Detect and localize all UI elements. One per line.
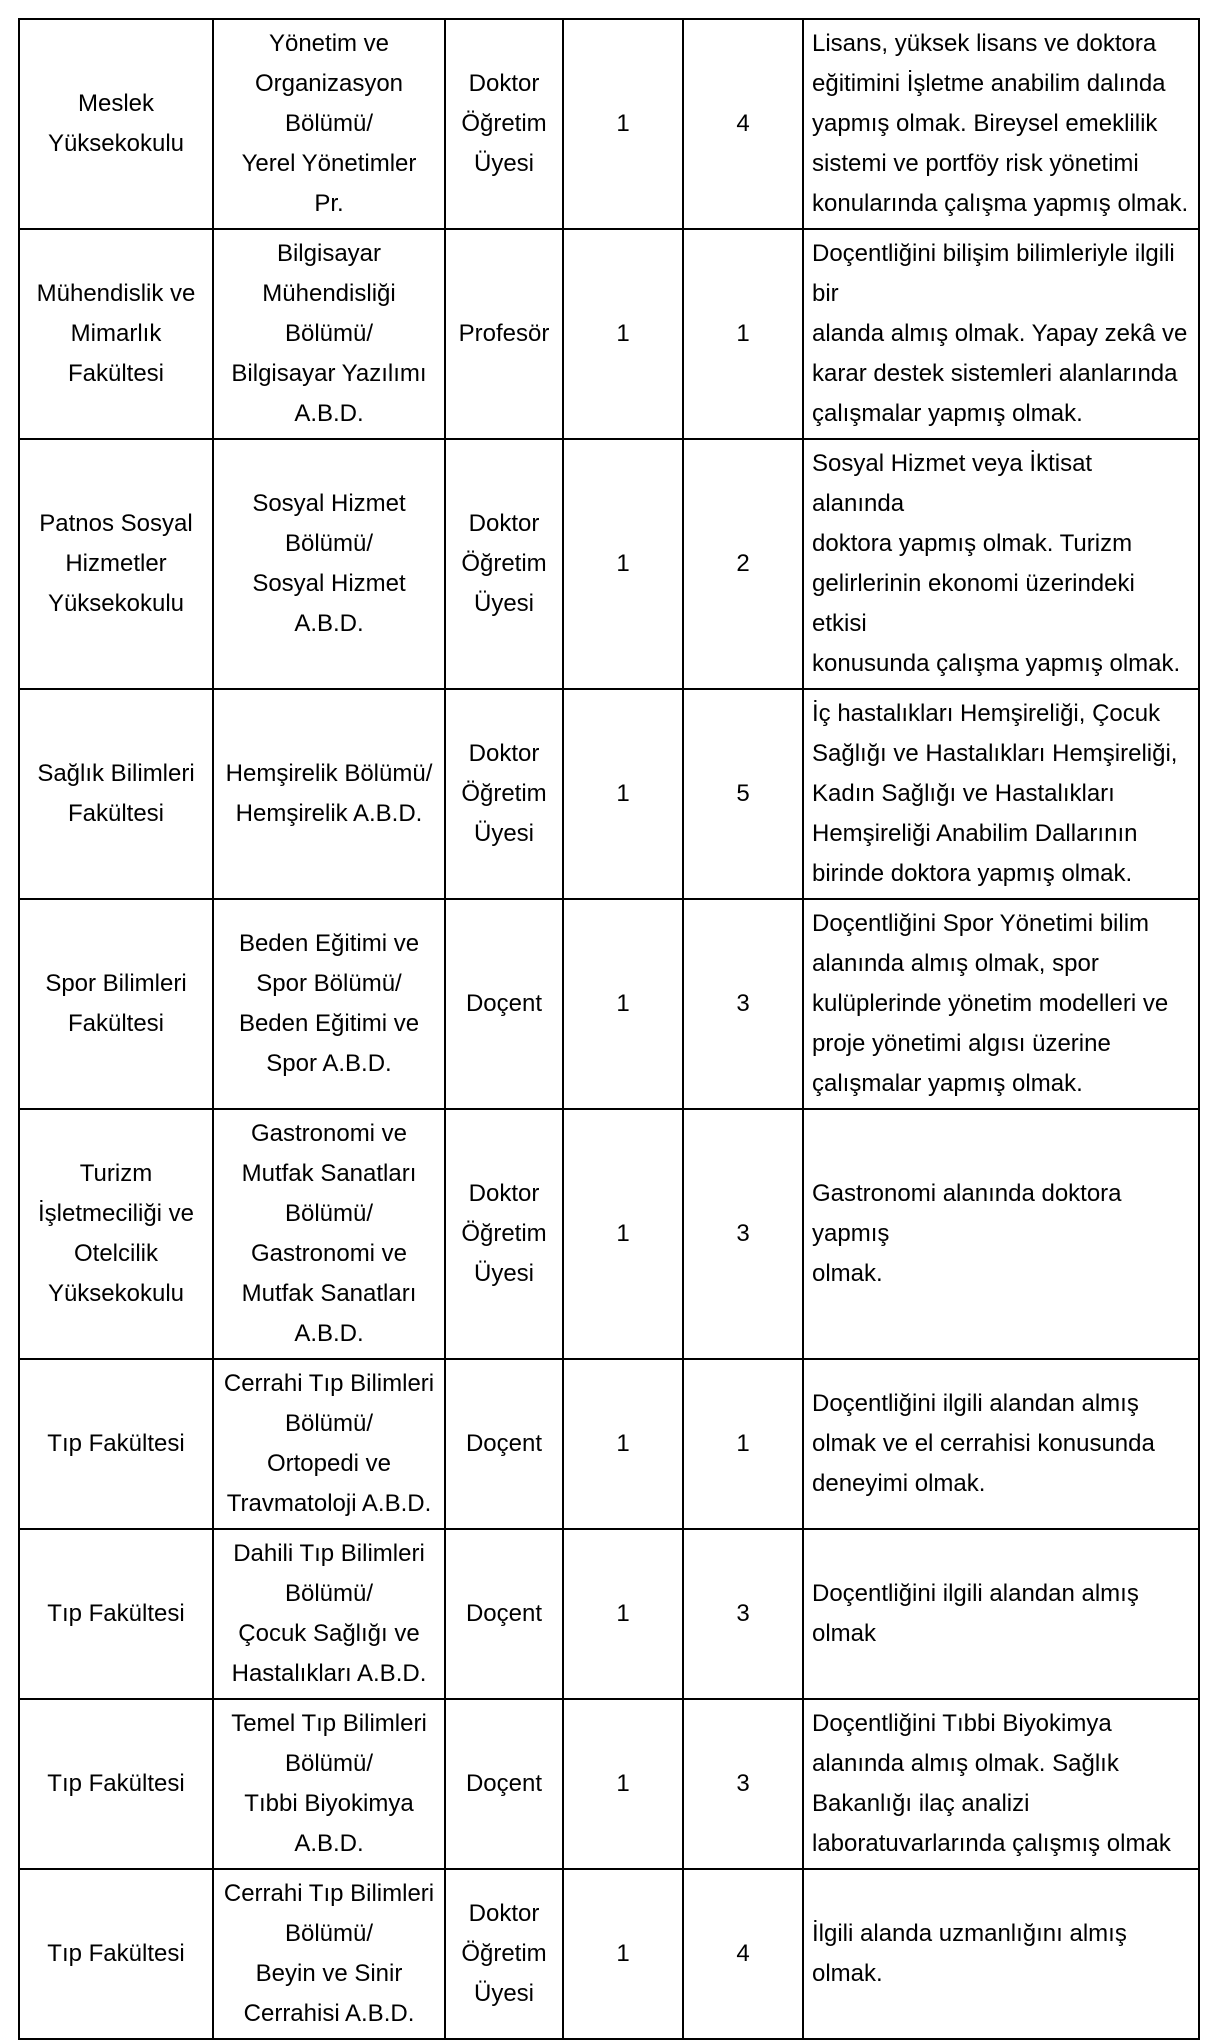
table-row — [19, 1529, 1199, 1699]
unit-line: Yüksekokulu — [47, 590, 185, 617]
department-line: Beden Eğitimi ve — [238, 1010, 420, 1037]
academic-title-line: Doktor — [468, 740, 540, 767]
department-line: Hastalıkları A.B.D. — [231, 1660, 427, 1687]
unit-line: Fakültesi — [67, 800, 165, 827]
position-count-cell: 1 — [563, 899, 683, 1109]
requirement-line: çalışmalar yapmış olmak. — [812, 1070, 1083, 1097]
department-cell — [213, 19, 445, 229]
department-line: Sosyal Hizmet — [252, 490, 406, 517]
staff-degree-cell: 4 — [683, 19, 803, 229]
academic-title-line: Öğretim — [461, 1220, 547, 1247]
department-line: Bölümü/ — [284, 530, 374, 557]
department-line: A.B.D. — [294, 400, 364, 427]
position-count-cell: 1 — [563, 1699, 683, 1869]
department-line: Tıbbi Biyokimya — [244, 1790, 414, 1817]
department-line: Hemşirelik A.B.D. — [235, 800, 423, 827]
requirement-line: deneyimi olmak. — [812, 1470, 986, 1497]
unit-line: Tıp Fakültesi — [47, 1430, 185, 1457]
requirement-line: birinde doktora yapmış olmak. — [812, 860, 1133, 887]
requirement-line: gelirlerinin ekonomi üzerindeki etkisi — [812, 570, 1135, 637]
department-line: A.B.D. — [294, 1830, 364, 1857]
academic-title-line: Öğretim — [461, 550, 547, 577]
department-line: Yerel Yönetimler — [241, 150, 417, 177]
position-count-cell: 1 — [563, 1109, 683, 1359]
unit-line: Patnos Sosyal — [39, 510, 193, 537]
requirement-line: kulüplerinde yönetim modelleri ve — [812, 990, 1169, 1017]
staff-degree-cell: 3 — [683, 1529, 803, 1699]
department-line: Temel Tıp Bilimleri — [231, 1710, 427, 1737]
unit-line: Otelcilik — [73, 1240, 158, 1267]
requirement-line: Kadın Sağlığı ve Hastalıkları — [812, 780, 1115, 807]
unit-cell — [19, 689, 213, 899]
department-line: Beden Eğitimi ve — [238, 930, 420, 957]
requirement-line: alanında almış olmak. Sağlık — [812, 1750, 1119, 1777]
department-cell — [213, 439, 445, 689]
unit-line: Turizm — [79, 1160, 153, 1187]
requirement-line: alanında almış olmak, spor — [812, 950, 1099, 977]
requirement-cell — [803, 1109, 1199, 1359]
department-line: Mühendisliği — [262, 280, 396, 307]
requirement-cell — [803, 1359, 1199, 1529]
academic-title-line: Doçent — [465, 1600, 543, 1627]
requirement-line: sistemi ve portföy risk yönetimi — [812, 150, 1139, 177]
academic-title-cell — [445, 899, 563, 1109]
academic-title-line: Üyesi — [473, 590, 534, 617]
department-line: A.B.D. — [294, 610, 364, 637]
requirement-line: Lisans, yüksek lisans ve doktora — [812, 30, 1157, 57]
table-row — [19, 1109, 1199, 1359]
requirement-line: konusunda çalışma yapmış olmak. — [812, 650, 1181, 677]
unit-cell — [19, 1109, 213, 1359]
unit-line: Tıp Fakültesi — [47, 1600, 185, 1627]
staff-degree-cell: 2 — [683, 439, 803, 689]
academic-title-line: Öğretim — [461, 780, 547, 807]
staff-degree-cell: 1 — [683, 229, 803, 439]
academic-title-line: Öğretim — [461, 110, 547, 137]
department-line: Travmatoloji A.B.D. — [226, 1490, 432, 1517]
requirement-cell — [803, 1699, 1199, 1869]
department-cell — [213, 1699, 445, 1869]
requirement-line: yapmış olmak. Bireysel emeklilik — [812, 110, 1158, 137]
department-cell — [213, 1869, 445, 2039]
unit-cell — [19, 19, 213, 229]
department-line: Spor Bölümü/ — [256, 970, 402, 997]
position-count-cell: 1 — [563, 1529, 683, 1699]
department-line: Çocuk Sağlığı ve — [238, 1620, 420, 1647]
table-row — [19, 19, 1199, 229]
staff-degree-cell: 5 — [683, 689, 803, 899]
academic-title-cell — [445, 1869, 563, 2039]
unit-line: Mühendislik ve — [36, 280, 196, 307]
requirement-line: eğitimini İşletme anabilim dalında — [812, 70, 1166, 97]
requirement-line: karar destek sistemleri alanlarında — [812, 360, 1178, 387]
department-line: Bölümü/ — [284, 1580, 374, 1607]
unit-cell — [19, 229, 213, 439]
table-row — [19, 1359, 1199, 1529]
requirement-line: alanda almış olmak. Yapay zekâ ve — [812, 320, 1188, 347]
staff-degree-cell: 3 — [683, 1699, 803, 1869]
table-row — [19, 899, 1199, 1109]
academic-title-cell — [445, 229, 563, 439]
academic-title-line: Doçent — [465, 990, 543, 1017]
department-line: Bölümü/ — [284, 1750, 374, 1777]
unit-line: Tıp Fakültesi — [47, 1940, 185, 1967]
requirement-cell — [803, 1869, 1199, 2039]
table-row — [19, 689, 1199, 899]
department-line: Gastronomi ve — [250, 1240, 408, 1267]
department-line: Pr. — [314, 190, 344, 217]
staff-degree-cell: 4 — [683, 1869, 803, 2039]
academic-title-line: Öğretim — [461, 1940, 547, 1967]
department-line: Bölümü/ — [284, 320, 374, 347]
requirement-line: Gastronomi alanında doktora yapmış — [812, 1180, 1122, 1247]
position-count-cell: 1 — [563, 689, 683, 899]
department-line: Bölümü/ — [284, 110, 374, 137]
requirement-line: Doçentliğini Tıbbi Biyokimya — [812, 1710, 1112, 1737]
academic-title-line: Doktor — [468, 70, 540, 97]
positions-table — [18, 18, 1200, 2040]
position-count-cell: 1 — [563, 229, 683, 439]
requirement-cell — [803, 689, 1199, 899]
unit-line: Tıp Fakültesi — [47, 1770, 185, 1797]
department-line: A.B.D. — [294, 1320, 364, 1347]
requirement-line: Sosyal Hizmet veya İktisat alanında — [812, 450, 1093, 517]
requirement-cell — [803, 439, 1199, 689]
academic-title-cell — [445, 1529, 563, 1699]
requirement-line: Doçentliğini ilgili alandan almış — [812, 1390, 1139, 1417]
requirement-line: doktora yapmış olmak. Turizm — [812, 530, 1133, 557]
department-line: Spor A.B.D. — [266, 1050, 392, 1077]
requirement-cell — [803, 229, 1199, 439]
academic-title-line: Profesör — [458, 320, 550, 347]
requirement-line: olmak. — [812, 1260, 883, 1287]
unit-cell — [19, 1359, 213, 1529]
staff-degree-cell: 1 — [683, 1359, 803, 1529]
requirement-line: Doçentliğini bilişim bilimleriyle ilgili bir — [812, 240, 1175, 307]
department-cell — [213, 1529, 445, 1699]
department-line: Cerrahi Tıp Bilimleri — [223, 1880, 435, 1907]
unit-line: İşletmeciliği ve — [37, 1200, 195, 1227]
department-line: Cerrahi Tıp Bilimleri — [223, 1370, 435, 1397]
requirement-line: İç hastalıkları Hemşireliği, Çocuk — [812, 700, 1161, 727]
requirement-line: Sağlığı ve Hastalıkları Hemşireliği, — [812, 740, 1178, 767]
department-line: Bölümü/ — [284, 1920, 374, 1947]
department-line: Bilgisayar — [276, 240, 382, 267]
academic-title-line: Doktor — [468, 510, 540, 537]
academic-title-line: Üyesi — [473, 1980, 534, 2007]
requirement-line: proje yönetimi algısı üzerine — [812, 1030, 1111, 1057]
department-line: Bölümü/ — [284, 1410, 374, 1437]
unit-cell — [19, 899, 213, 1109]
position-count-cell: 1 — [563, 1359, 683, 1529]
department-line: Mutfak Sanatları — [241, 1280, 417, 1307]
unit-cell — [19, 1699, 213, 1869]
unit-line: Hizmetler — [65, 550, 167, 577]
department-line: Dahili Tıp Bilimleri — [233, 1540, 425, 1567]
department-line: Yönetim ve — [268, 30, 390, 57]
unit-cell — [19, 1529, 213, 1699]
department-line: Bölümü/ — [284, 1200, 374, 1227]
academic-title-line: Üyesi — [473, 150, 534, 177]
staff-degree-cell: 3 — [683, 899, 803, 1109]
unit-line: Sağlık Bilimleri — [37, 760, 195, 787]
academic-title-cell — [445, 439, 563, 689]
department-cell — [213, 899, 445, 1109]
academic-title-line: Üyesi — [473, 820, 534, 847]
department-line: Sosyal Hizmet — [252, 570, 406, 597]
unit-cell — [19, 1869, 213, 2039]
academic-title-line: Doçent — [465, 1770, 543, 1797]
academic-title-line: Üyesi — [473, 1260, 534, 1287]
unit-line: Yüksekokulu — [47, 1280, 185, 1307]
academic-title-cell — [445, 1359, 563, 1529]
requirement-cell — [803, 19, 1199, 229]
academic-title-line: Doçent — [465, 1430, 543, 1457]
requirement-line: olmak — [812, 1620, 877, 1647]
unit-line: Fakültesi — [67, 360, 165, 387]
requirement-line: İlgili alanda uzmanlığını almış olmak. — [812, 1920, 1127, 1987]
table-row — [19, 1869, 1199, 2039]
unit-line: Spor Bilimleri — [45, 970, 187, 997]
academic-title-cell — [445, 19, 563, 229]
unit-cell — [19, 439, 213, 689]
requirement-line: Bakanlığı ilaç analizi — [812, 1790, 1030, 1817]
department-line: Gastronomi ve — [250, 1120, 408, 1147]
academic-title-line: Doktor — [468, 1180, 540, 1207]
department-line: Cerrahisi A.B.D. — [243, 2000, 415, 2027]
department-line: Hemşirelik Bölümü/ — [225, 760, 433, 787]
requirement-line: olmak ve el cerrahisi konusunda — [812, 1430, 1155, 1457]
department-line: Mutfak Sanatları — [241, 1160, 417, 1187]
position-count-cell: 1 — [563, 439, 683, 689]
unit-line: Meslek — [77, 90, 155, 117]
requirement-line: Doçentliğini ilgili alandan almış — [812, 1580, 1139, 1607]
unit-line: Mimarlık — [70, 320, 162, 347]
academic-title-line: Doktor — [468, 1900, 540, 1927]
staff-degree-cell: 3 — [683, 1109, 803, 1359]
department-cell — [213, 1359, 445, 1529]
department-line: Ortopedi ve — [266, 1450, 392, 1477]
requirement-cell — [803, 1529, 1199, 1699]
table-row — [19, 229, 1199, 439]
department-line: Organizasyon — [254, 70, 404, 97]
requirement-line: çalışmalar yapmış olmak. — [812, 400, 1083, 427]
requirement-line: Hemşireliği Anabilim Dallarının — [812, 820, 1138, 847]
table-row — [19, 1699, 1199, 1869]
requirement-line: laboratuvarlarında çalışmış olmak — [812, 1830, 1171, 1857]
requirement-line: Doçentliğini Spor Yönetimi bilim — [812, 910, 1150, 937]
academic-title-cell — [445, 1109, 563, 1359]
department-line: Beyin ve Sinir — [255, 1960, 403, 1987]
department-cell — [213, 689, 445, 899]
requirement-cell — [803, 899, 1199, 1109]
unit-line: Fakültesi — [67, 1010, 165, 1037]
academic-title-cell — [445, 1699, 563, 1869]
position-count-cell: 1 — [563, 19, 683, 229]
department-line: Bilgisayar Yazılımı — [231, 360, 427, 387]
table-row — [19, 439, 1199, 689]
position-count-cell: 1 — [563, 1869, 683, 2039]
department-cell — [213, 1109, 445, 1359]
department-cell — [213, 229, 445, 439]
unit-line: Yüksekokulu — [47, 130, 185, 157]
academic-title-cell — [445, 689, 563, 899]
requirement-line: konularında çalışma yapmış olmak. — [812, 190, 1189, 217]
